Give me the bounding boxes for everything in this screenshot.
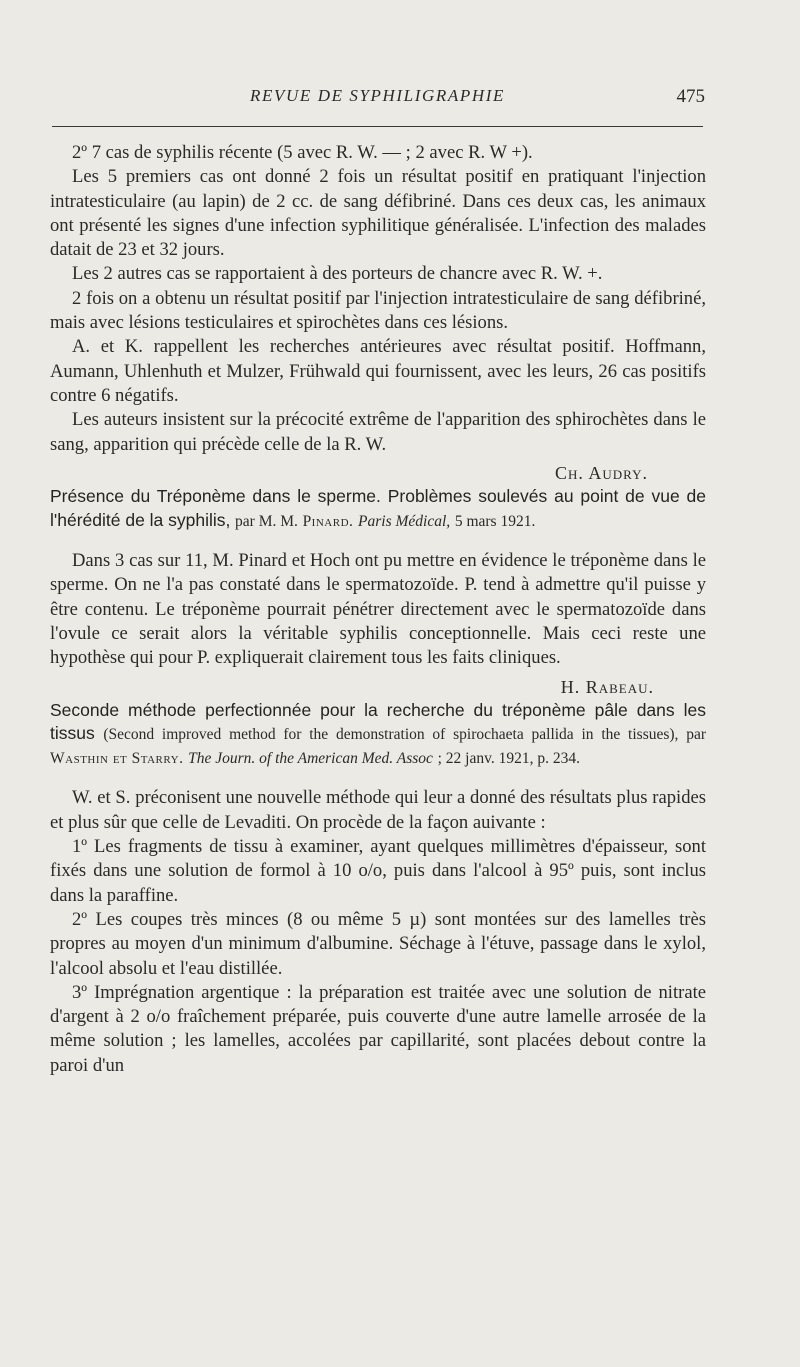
page-number: 475 — [676, 86, 705, 107]
review-article — [50, 485, 706, 699]
paragraph: 2º 7 cas de syphilis récente (5 avec R. W. — ; 2 avec R. W +). — [72, 142, 533, 163]
paragraph: 2º Les coupes très minces (8 ou même 5 µ) sont montées sur des lamelles très propres au moyen d'un minimum d'albumine. Séchage à l'étuve, passage dans le xylol, l'alcool absolu et l'eau distillée. — [50, 908, 706, 979]
header-rule — [52, 126, 703, 127]
citation-date: 5 mars 1921. — [454, 512, 536, 530]
paragraph: Dans 3 cas sur 11, M. Pinard et Hoch ont pu mettre en évidence le tréponème dans le sperme. On ne l'a pas constaté dans le spermatozoïde. P. tend à admettre qu'il puisse y être contenu. Le tréponème pourrait pénétrer directement avec le spermatozoïde dans l'ovule ce serait alors la véritable syphilis conceptionnelle. Mais ceci reste une hypothèse qui pour P. expliquerait clairement tous les faits cliniques. — [50, 550, 706, 669]
author-signature: H. Rabeau. — [560, 676, 654, 697]
review-continuation — [50, 141, 706, 485]
paragraph: Les 2 autres cas se rapportaient à des porteurs de chancre avec R. W. +. — [72, 263, 603, 285]
citation-par: par M. M. — [235, 512, 298, 530]
citation-english-title: (Second improved method for the demonstration of spirochaeta pallida in the tissues), par — [103, 726, 707, 744]
article-title: Seconde méthode perfectionnée pour la recherche du tréponème pâle dans les tissus — [50, 699, 706, 744]
paragraph: 3º Imprégnation argentique : la préparation est traitée avec une solution de nitrate d'argent à 2 o/o fraîchement préparée, puis couverte d'une autre lamelle arrosée de la même solution ; les lamelles, accolées par capillarité, sont placées debout contre la paroi d'un — [50, 981, 706, 1076]
paragraph: A. et K. rappellent les recherches antérieures avec résultat positif. Hoffmann, Aumann, Uhlenhuth et Mulzer, Frühwald qui fournissent, avec les leurs, 26 cas positifs contre 6 négatifs. — [50, 336, 706, 406]
page-header — [50, 86, 705, 116]
paragraph: 2 fois on a obtenu un résultat positif par l'injection intratesticulaire de sang défibriné, mais avec lésions testiculaires et spirochètes dans ces lésions. — [50, 287, 706, 334]
paragraph: W. et S. préconisent une nouvelle méthode qui leur a donné des résultats plus rapides et plus sûr que celle de Levaditi. On procède de la façon auivante : — [50, 787, 706, 833]
spacer — [50, 533, 706, 549]
page-body — [50, 141, 706, 1078]
citation-date: ; 22 janv. 1921, p. 234. — [437, 749, 580, 767]
citation-author: Pinard. — [302, 512, 354, 530]
author-signature: Ch. Audry. — [554, 462, 648, 483]
spacer — [50, 770, 706, 786]
citation-journal: The Journ. of the American Med. Assoc — [188, 749, 433, 767]
review-article — [50, 699, 706, 1078]
running-title: REVUE DE SYPHILIGRAPHIE — [250, 86, 505, 105]
paragraph: 1º Les fragments de tissu à examiner, ayant quelques millimètres d'épaisseur, sont fixés dans une solution de formol à 10 o/o, puis dans l'alcool à 95º puis, sont inclus dans la paraffine. — [50, 836, 706, 906]
citation-author: Wasthin et Starry. — [50, 749, 184, 767]
article-heading — [50, 485, 706, 533]
article-heading — [50, 699, 706, 771]
paragraph: Les 5 premiers cas ont donné 2 fois un résultat positif en pratiquant l'injection intratesticulaire (au lapin) de 2 cc. de sang défibriné. Dans ces deux cas, les animaux ont présenté les signes d'une infection syphilitique généralisée. L'infection des malades datait de 23 et 32 jours. — [50, 166, 706, 261]
citation-journal: Paris Médical, — [358, 512, 451, 530]
paragraph: Les auteurs insistent sur la précocité extrême de l'apparition des sphirochètes dans le sang, apparition qui précède celle de la R. W. — [50, 409, 706, 455]
article-title: Présence du Tréponème dans le sperme. Problèmes soulevés au point de vue de l'hérédité de la syphilis, — [50, 486, 706, 530]
